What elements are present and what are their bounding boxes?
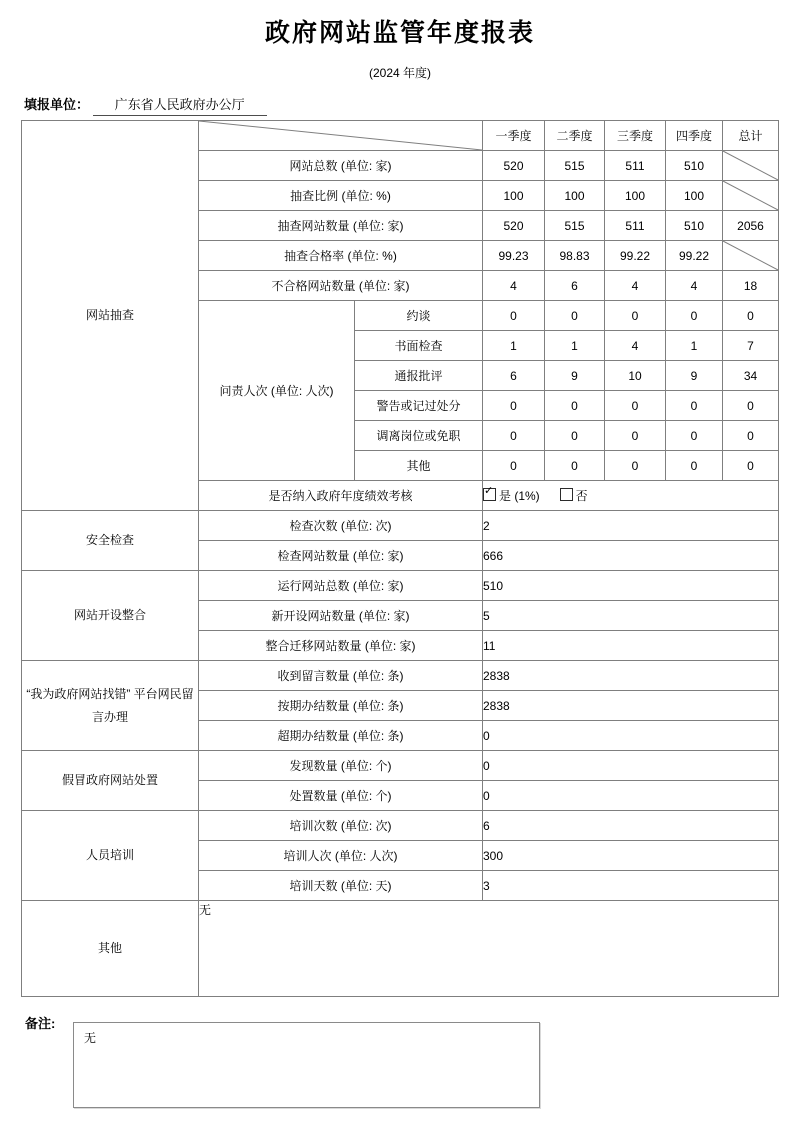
section-label-site-integration: 网站开设整合 (22, 571, 199, 661)
section-label-fake-site-handling: 假冒政府网站处置 (22, 751, 199, 811)
metric-value: 511 (605, 211, 666, 241)
metric-value: 0 (605, 451, 666, 481)
notes-label: 备注: (25, 1016, 56, 1031)
metric-value: 0 (483, 721, 779, 751)
metric-value: 0 (605, 421, 666, 451)
metric-value: 100 (605, 181, 666, 211)
metric-label: 按期办结数量 (单位: 条) (199, 691, 483, 721)
section-label-personnel-training: 人员培训 (22, 811, 199, 901)
metric-value: 99.22 (666, 241, 723, 271)
metric-value: 2838 (483, 691, 779, 721)
metric-value: 1 (666, 331, 723, 361)
metric-label: 检查网站数量 (单位: 家) (199, 541, 483, 571)
metric-value: 0 (545, 451, 605, 481)
reporting-unit-line (24, 94, 267, 116)
diagonal-line-icon (723, 241, 778, 270)
metric-value: 2 (483, 511, 779, 541)
metric-value: 99.23 (483, 241, 545, 271)
section-label-security-check: 安全检查 (22, 511, 199, 571)
quarter-header-q3: 三季度 (605, 121, 666, 151)
section-label-other: 其他 (22, 901, 199, 997)
metric-value: 0 (545, 421, 605, 451)
metric-value: 0 (483, 751, 779, 781)
metric-value: 10 (605, 361, 666, 391)
report-table (21, 120, 779, 997)
metric-value: 100 (483, 181, 545, 211)
metric-value: 510 (666, 211, 723, 241)
page-title: 政府网站监管年度报表 (264, 19, 535, 47)
metric-value: 510 (666, 151, 723, 181)
diagonal-line-icon (723, 181, 778, 210)
metric-label: 检查次数 (单位: 次) (199, 511, 483, 541)
metric-value: 0 (605, 301, 666, 331)
metric-value: 0 (483, 421, 545, 451)
metric-label: 抽查比例 (单位: %) (199, 181, 483, 211)
diagonal-line-icon (199, 121, 482, 150)
metric-value: 666 (483, 541, 779, 571)
metric-value: 9 (545, 361, 605, 391)
metric-value: 0 (605, 391, 666, 421)
total-value: 2056 (723, 211, 779, 241)
metric-value: 0 (545, 301, 605, 331)
metric-label: 发现数量 (单位: 个) (199, 751, 483, 781)
no-checkbox-label: 否 (575, 489, 588, 503)
total-value: 0 (723, 451, 779, 481)
metric-label: 抽查合格率 (单位: %) (199, 241, 483, 271)
metric-value: 100 (666, 181, 723, 211)
metric-value: 0 (666, 421, 723, 451)
assessment-value-cell (483, 481, 779, 511)
other-section-value: 无 (199, 901, 779, 997)
metric-value: 6 (483, 811, 779, 841)
quarter-header-q4: 四季度 (666, 121, 723, 151)
accountability-item-label: 约谈 (355, 301, 483, 331)
metric-value: 3 (483, 871, 779, 901)
total-value: 0 (723, 391, 779, 421)
accountability-item-label: 书面检查 (355, 331, 483, 361)
metric-value: 0 (666, 301, 723, 331)
section-label-error-reporting: “我为政府网站找错” 平台网民留言办理 (22, 661, 199, 751)
total-not-applicable-cell (723, 241, 779, 271)
metric-value: 0 (483, 451, 545, 481)
metric-value: 9 (666, 361, 723, 391)
metric-value: 1 (545, 331, 605, 361)
metric-label: 网站总数 (单位: 家) (199, 151, 483, 181)
accountability-item-label: 通报批评 (355, 361, 483, 391)
accountability-group-label: 问责人次 (单位: 人次) (199, 301, 355, 481)
metric-value: 6 (483, 361, 545, 391)
metric-value: 5 (483, 601, 779, 631)
metric-value: 0 (483, 301, 545, 331)
metric-value: 515 (545, 151, 605, 181)
reporting-unit-value: 广东省人民政府办公厅 (93, 94, 267, 116)
metric-label: 培训天数 (单位: 天) (199, 871, 483, 901)
yes-checkbox-label: 是 (1%) (499, 489, 540, 503)
diagonal-line-icon (723, 151, 778, 180)
metric-label: 整合迁移网站数量 (单位: 家) (199, 631, 483, 661)
metric-label: 运行网站总数 (单位: 家) (199, 571, 483, 601)
metric-label: 超期办结数量 (单位: 条) (199, 721, 483, 751)
metric-label: 培训人次 (单位: 人次) (199, 841, 483, 871)
metric-value: 4 (483, 271, 545, 301)
quarter-header-q1: 一季度 (483, 121, 545, 151)
metric-label: 抽查网站数量 (单位: 家) (199, 211, 483, 241)
metric-value: 0 (666, 451, 723, 481)
metric-value: 2838 (483, 661, 779, 691)
metric-value: 510 (483, 571, 779, 601)
total-not-applicable-cell (723, 151, 779, 181)
metric-value: 4 (666, 271, 723, 301)
accountability-item-label: 调离岗位或免职 (355, 421, 483, 451)
notes-textarea[interactable] (73, 1022, 540, 1108)
metric-label: 新开设网站数量 (单位: 家) (199, 601, 483, 631)
total-header: 总计 (723, 121, 779, 151)
total-value: 34 (723, 361, 779, 391)
metric-value: 300 (483, 841, 779, 871)
header-corner-cell (199, 121, 483, 151)
metric-value: 4 (605, 331, 666, 361)
metric-value: 100 (545, 181, 605, 211)
total-not-applicable-cell (723, 181, 779, 211)
metric-value: 0 (545, 391, 605, 421)
metric-value: 511 (605, 151, 666, 181)
metric-value: 520 (483, 211, 545, 241)
metric-label: 不合格网站数量 (单位: 家) (199, 271, 483, 301)
metric-value: 11 (483, 631, 779, 661)
metric-value: 6 (545, 271, 605, 301)
metric-value: 99.22 (605, 241, 666, 271)
no-checkbox[interactable] (560, 488, 573, 501)
quarter-header-q2: 二季度 (545, 121, 605, 151)
total-value: 0 (723, 421, 779, 451)
metric-value: 0 (666, 391, 723, 421)
metric-label: 处置数量 (单位: 个) (199, 781, 483, 811)
total-value: 0 (723, 301, 779, 331)
section-label-sampling: 网站抽查 (22, 121, 199, 511)
total-value: 7 (723, 331, 779, 361)
metric-value: 520 (483, 151, 545, 181)
metric-label: 培训次数 (单位: 次) (199, 811, 483, 841)
metric-value: 1 (483, 331, 545, 361)
metric-value: 98.83 (545, 241, 605, 271)
assessment-label: 是否纳入政府年度绩效考核 (199, 481, 483, 511)
metric-value: 515 (545, 211, 605, 241)
metric-value: 0 (483, 391, 545, 421)
yes-checkbox[interactable] (483, 488, 496, 501)
accountability-item-label: 其他 (355, 451, 483, 481)
accountability-item-label: 警告或记过处分 (355, 391, 483, 421)
page-subtitle: (2024 年度) (368, 66, 432, 80)
metric-label: 收到留言数量 (单位: 条) (199, 661, 483, 691)
total-value: 18 (723, 271, 779, 301)
reporting-unit-label: 填报单位： (24, 97, 90, 112)
metric-value: 0 (483, 781, 779, 811)
metric-value: 4 (605, 271, 666, 301)
